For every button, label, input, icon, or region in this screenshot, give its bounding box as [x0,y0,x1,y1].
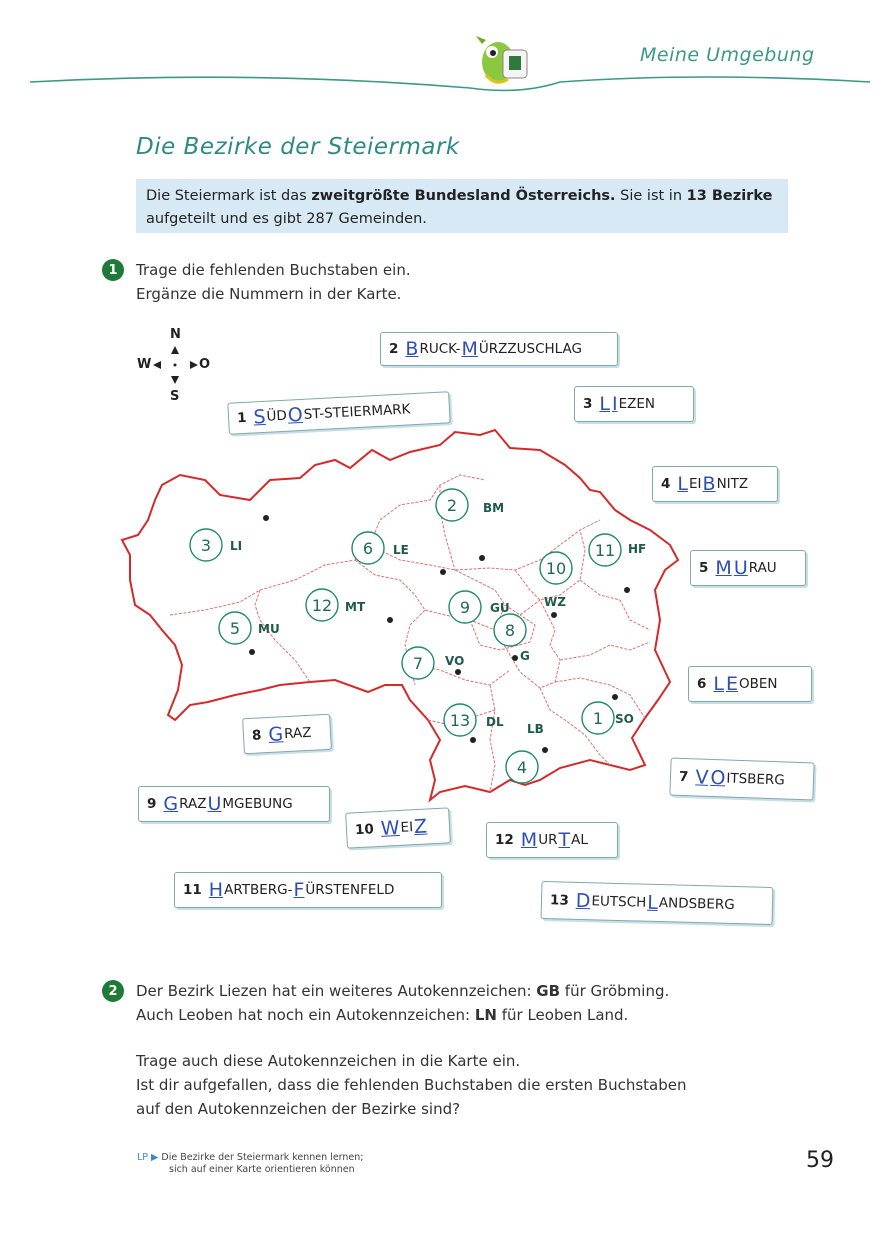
handwritten-letter: F [293,879,305,901]
district-number: 3 [200,536,212,555]
label-number: 1 [236,409,247,427]
district-number: 1 [592,709,604,728]
footer-note [137,1152,364,1176]
compass-east: O [199,357,211,372]
label-text: RAZ [283,724,312,743]
handwritten-letter: I [612,393,618,415]
label-text: ARTBERG- [224,882,293,898]
intro-box [136,179,788,233]
label-number: 10 [354,821,375,839]
footer-line: Die Bezirke der Steiermark kennen lernen; [161,1152,364,1163]
state-border [122,430,678,800]
district-number: 8 [504,621,516,640]
handwritten-letter: U [207,793,222,815]
label-box-4 [652,466,778,502]
handwritten-letter: L [713,673,724,695]
handwritten-letter: B [702,473,716,495]
label-box-12 [486,822,618,858]
task2-instructions [136,979,796,1121]
label-box-10 [345,807,451,848]
handwritten-letter: O [287,403,304,427]
label-text: ANDSBERG [658,895,735,914]
task2-text: Auch Leoben hat noch ein Autokennzeichen: [136,1006,475,1024]
handwritten-letter: L [646,891,659,915]
handwritten-letter: M [715,557,732,579]
label-box-5 [690,550,806,586]
label-box-2 [380,332,618,366]
label-number: 6 [697,676,707,692]
label-text: MGEBUNG [222,796,293,812]
district-code: MT [345,600,366,614]
label-number: 7 [678,768,689,786]
label-text: ST-STEIERMARK [303,401,411,423]
compass-arrows-icon [150,342,205,392]
handwritten-letter: M [520,829,538,851]
handwritten-letter: B [405,338,419,360]
label-number: 9 [147,796,157,812]
compass-north: N [170,327,181,342]
lp-marker: LP ▶ [137,1152,159,1163]
handwritten-letter: W [380,816,401,840]
district-number: 12 [311,596,333,615]
district-code: HF [628,542,647,556]
label-text: AL [571,832,588,848]
district-code: MU [258,622,280,636]
task2-text: für Gröbming. [560,982,670,1000]
intro-bold: 13 Bezirke [686,188,773,204]
district-code: SO [615,712,634,726]
handwritten-letter: D [575,889,591,913]
handwritten-letter: H [208,879,224,901]
handwritten-letter: U [733,557,748,579]
compass-west: W [137,357,152,372]
compass-south: S [170,389,180,404]
label-text: EUTSCH [591,893,647,911]
district-number: 13 [449,711,471,730]
district-code: LI [230,539,243,553]
task-number-badge: 2 [102,980,124,1002]
handwritten-letter: E [726,673,739,695]
section-title: Meine Umgebung [640,44,815,66]
district-number: 6 [362,539,374,558]
handwritten-letter: Z [413,815,428,839]
label-text: EI [400,819,414,836]
district-code: G [520,649,530,663]
handwritten-letter: L [677,473,688,495]
task1-line: Trage die fehlenden Buchstaben ein. [136,261,411,279]
intro-bold: zweitgrößte Bundesland Österreichs. [311,188,616,204]
label-box-13 [541,881,774,925]
label-text: ÜRSTENFELD [305,882,395,898]
task2-line: Trage auch diese Autokennzeichen in die Karte ein. [136,1052,521,1070]
label-number: 2 [389,341,399,357]
label-text: OBEN [739,676,778,692]
task2-line [136,1003,796,1027]
task1-instructions [136,258,411,306]
label-number: 13 [549,892,570,909]
task2-line [136,979,796,1003]
task2-bold: GB [536,982,561,1000]
label-number: 11 [183,882,202,898]
label-text: ÜD [266,407,288,425]
label-text: RAZ [179,796,207,812]
district-code: LB [527,722,544,736]
district-code: VO [445,654,465,668]
task-number-badge: 1 [102,259,124,281]
label-number: 5 [699,560,709,576]
handwritten-letter: T [558,829,571,851]
task2-line: Ist dir aufgefallen, dass die fehlenden Buchstaben die ersten Buchstaben [136,1076,687,1094]
district-number: 7 [412,654,424,673]
district-number: 9 [459,598,471,617]
label-text: NITZ [716,476,749,492]
page-number: 59 [806,1148,834,1173]
handwritten-letter: G [267,723,284,746]
task2-line: auf den Autokennzeichen der Bezirke sind? [136,1100,461,1118]
mascot-icon [476,36,527,82]
district-code: WZ [544,595,566,609]
label-box-11 [174,872,442,908]
district-number: 11 [594,541,616,560]
intro-text: Die Steiermark ist das [146,188,312,204]
label-text: RAU [748,560,777,576]
task2-text: für Leoben Land. [496,1006,629,1024]
intro-text: aufgeteilt und es gibt 287 Gemeinden. [146,211,427,227]
district-code: DL [486,715,504,729]
label-text: EI [689,476,702,492]
label-box-8 [242,714,332,755]
label-number: 4 [661,476,671,492]
label-text: ÜRZZUSCHLAG [478,341,582,357]
handwritten-letter: G [163,793,179,815]
handwritten-letter: L [599,393,610,415]
steiermark-map [110,420,710,810]
footer-line: sich auf einer Karte orientieren können [169,1164,355,1175]
label-number: 3 [583,396,593,412]
label-text: ITSBERG [726,770,786,789]
district-number: 4 [516,758,528,777]
label-box-9 [138,786,330,822]
label-number: 8 [251,727,262,744]
handwritten-letter: O [710,766,726,790]
label-text: UR [538,832,558,848]
intro-text: Sie ist in [615,188,687,204]
task1-line: Ergänze die Nummern in der Karte. [136,285,402,303]
district-number: 10 [545,559,567,578]
label-box-3 [574,386,694,422]
task2-bold: LN [474,1006,497,1024]
district-code: BM [483,501,505,515]
label-text: RUCK- [419,341,461,357]
label-box-6 [688,666,812,702]
district-number: 2 [446,496,458,515]
task2-text: Der Bezirk Liezen hat ein weiteres Autokennzeichen: [136,982,537,1000]
handwritten-letter: S [252,405,267,429]
page-title: Die Bezirke der Steiermark [136,134,460,160]
label-number: 12 [495,832,514,848]
label-text: EZEN [618,396,656,412]
label-box-7 [669,757,814,800]
district-number: 5 [229,619,241,638]
district-code: LE [393,543,409,557]
district-code: GU [490,601,510,615]
handwritten-letter: M [461,338,478,360]
handwritten-letter: V [695,766,709,789]
